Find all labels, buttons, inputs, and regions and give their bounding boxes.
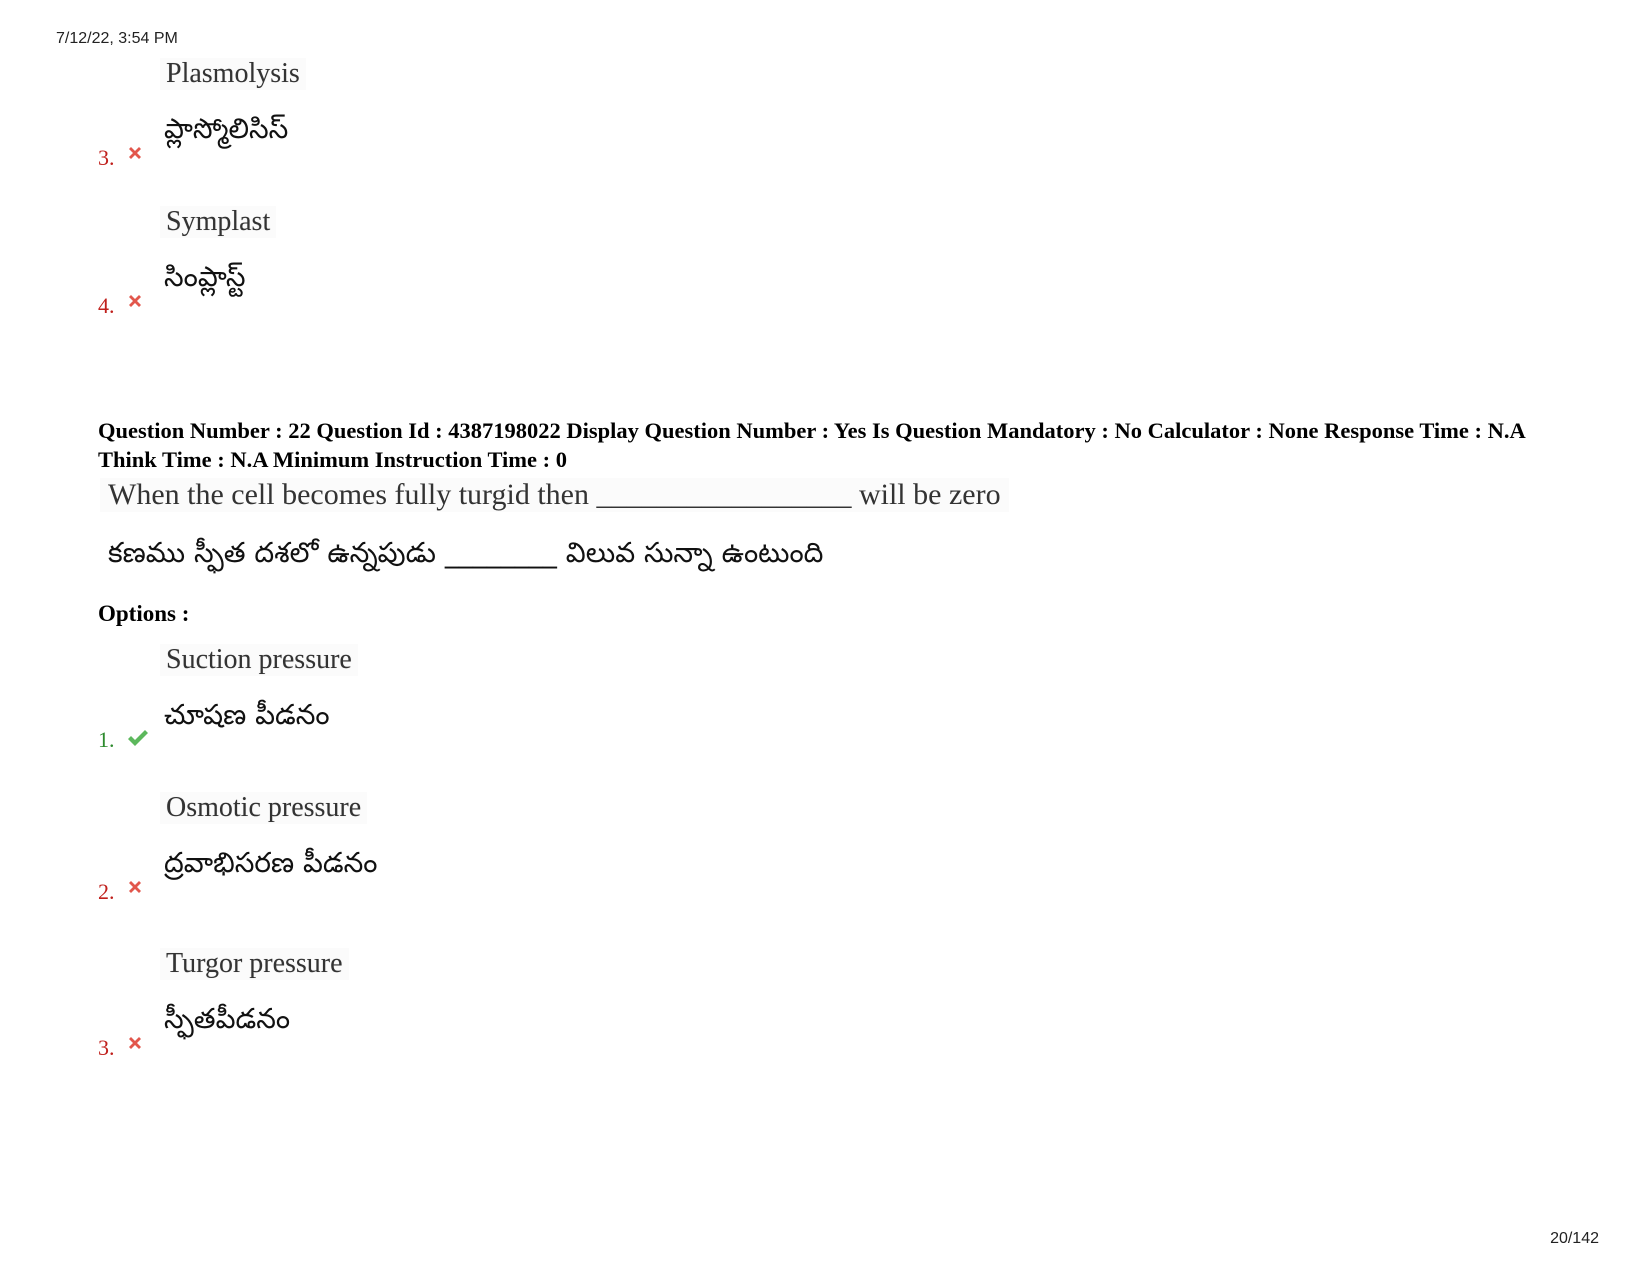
option-1 <box>98 644 698 784</box>
page-number: 20/142 <box>1550 1230 1599 1247</box>
option-3 <box>98 948 698 1088</box>
question-text-telugu: కణము స్ఫీత దశలో ఉన్నపుడు ________ విలువ సున్నా ఉంటుంది <box>108 536 824 569</box>
wrong-cross-icon <box>126 1034 144 1052</box>
option-number: 1. <box>98 727 115 752</box>
option-text-telugu: ప్లాస్మోలిసిస్ <box>164 112 289 145</box>
option-text-english: Symplast <box>160 206 276 238</box>
option-number: 3. <box>98 1035 115 1060</box>
option-2 <box>98 792 698 932</box>
option-number: 3. <box>98 145 115 170</box>
options-label: Options : <box>98 601 190 626</box>
prev-option-3 <box>98 58 698 198</box>
print-timestamp: 7/12/22, 3:54 PM <box>56 30 178 47</box>
option-text-telugu: చూషణ పీడనం <box>164 698 330 731</box>
wrong-cross-icon <box>126 878 144 896</box>
wrong-cross-icon <box>126 292 144 310</box>
option-text-english: Plasmolysis <box>160 58 306 90</box>
prev-option-4 <box>98 206 698 346</box>
option-number: 2. <box>98 879 115 904</box>
option-text-english: Suction pressure <box>160 644 358 676</box>
option-text-english: Turgor pressure <box>160 948 349 980</box>
correct-check-icon <box>126 728 150 748</box>
question-text-english: When the cell becomes fully turgid then _________________ will be zero <box>100 478 1009 512</box>
wrong-cross-icon <box>126 144 144 162</box>
question-metadata: Question Number : 22 Question Id : 4387198022 Display Question Number : Yes Is Question Mandatory : No Calculator : None Response Time : N.A Think Time : N.A Minimum Instruction Time : 0 <box>98 418 1525 472</box>
option-text-telugu: ద్రవాభిసరణ పీడనం <box>164 846 378 879</box>
option-text-english: Osmotic pressure <box>160 792 367 824</box>
option-text-telugu: సింప్లాస్ట్ <box>164 260 246 293</box>
option-text-telugu: స్ఫీతపీడనం <box>164 1002 291 1035</box>
option-number: 4. <box>98 293 115 318</box>
